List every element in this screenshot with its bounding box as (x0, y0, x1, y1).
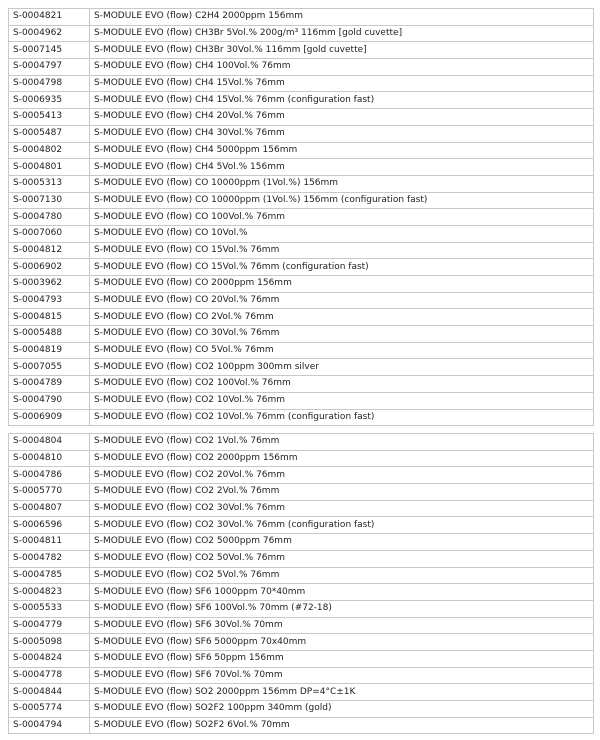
table-row (9, 326, 594, 343)
article-number-cell: S-0004811 (9, 534, 90, 551)
description-cell: S-MODULE EVO (flow) CO2 1Vol.% 76mm (90, 434, 594, 451)
table-row (9, 650, 594, 667)
article-number-cell: S-0004821 (9, 9, 90, 26)
table-row (9, 517, 594, 534)
article-number-cell: S-0004786 (9, 467, 90, 484)
description-cell: S-MODULE EVO (flow) CO2 30Vol.% 76mm (configuration fast) (90, 517, 594, 534)
product-table-body (9, 9, 594, 426)
table-row (9, 359, 594, 376)
table-row (9, 125, 594, 142)
article-number-cell: S-0004844 (9, 684, 90, 701)
article-number-cell: S-0006902 (9, 259, 90, 276)
article-number-cell: S-0004804 (9, 434, 90, 451)
product-table-1 (8, 8, 594, 426)
article-number-cell: S-0006596 (9, 517, 90, 534)
description-cell: S-MODULE EVO (flow) C2H4 2000ppm 156mm (90, 9, 594, 26)
table-row (9, 9, 594, 26)
article-number-cell: S-0005313 (9, 175, 90, 192)
article-number-cell: S-0004797 (9, 59, 90, 76)
table-row (9, 600, 594, 617)
description-cell: S-MODULE EVO (flow) CO 30Vol.% 76mm (90, 326, 594, 343)
article-number-cell: S-0004823 (9, 584, 90, 601)
table-row (9, 376, 594, 393)
description-cell: S-MODULE EVO (flow) CH4 100Vol.% 76mm (90, 59, 594, 76)
table-row (9, 684, 594, 701)
product-table-2 (8, 433, 594, 734)
description-cell: S-MODULE EVO (flow) SF6 100Vol.% 70mm (#72-18) (90, 600, 594, 617)
article-number-cell: S-0004790 (9, 392, 90, 409)
article-number-cell: S-0004812 (9, 242, 90, 259)
description-cell: S-MODULE EVO (flow) CO 20Vol.% 76mm (90, 292, 594, 309)
article-number-cell: S-0004789 (9, 376, 90, 393)
description-cell: S-MODULE EVO (flow) CO2 10Vol.% 76mm (configuration fast) (90, 409, 594, 426)
article-number-cell: S-0004807 (9, 500, 90, 517)
article-number-cell: S-0004785 (9, 567, 90, 584)
table-row (9, 450, 594, 467)
description-cell: S-MODULE EVO (flow) CO2 20Vol.% 76mm (90, 467, 594, 484)
table-row (9, 567, 594, 584)
article-number-cell: S-0005488 (9, 326, 90, 343)
article-number-cell: S-0004801 (9, 159, 90, 176)
article-number-cell: S-0007055 (9, 359, 90, 376)
article-number-cell: S-0004782 (9, 550, 90, 567)
article-number-cell: S-0005098 (9, 634, 90, 651)
description-cell: S-MODULE EVO (flow) CO2 10Vol.% 76mm (90, 392, 594, 409)
description-cell: S-MODULE EVO (flow) SF6 30Vol.% 70mm (90, 617, 594, 634)
article-number-cell: S-0005774 (9, 701, 90, 718)
table-row (9, 175, 594, 192)
description-cell: S-MODULE EVO (flow) CO2 2Vol.% 76mm (90, 484, 594, 501)
table-row (9, 192, 594, 209)
description-cell: S-MODULE EVO (flow) CO 10Vol.% (90, 225, 594, 242)
description-cell: S-MODULE EVO (flow) CO2 30Vol.% 76mm (90, 500, 594, 517)
table-row (9, 42, 594, 59)
table-row (9, 209, 594, 226)
article-number-cell: S-0004794 (9, 717, 90, 734)
description-cell: S-MODULE EVO (flow) CH4 5Vol.% 156mm (90, 159, 594, 176)
table-row (9, 717, 594, 734)
table-row (9, 109, 594, 126)
product-table-body (9, 434, 594, 734)
article-number-cell: S-0004810 (9, 450, 90, 467)
description-cell: S-MODULE EVO (flow) CH4 30Vol.% 76mm (90, 125, 594, 142)
article-number-cell: S-0006935 (9, 92, 90, 109)
article-number-cell: S-0004793 (9, 292, 90, 309)
description-cell: S-MODULE EVO (flow) CO 100Vol.% 76mm (90, 209, 594, 226)
description-cell: S-MODULE EVO (flow) SF6 1000ppm 70*40mm (90, 584, 594, 601)
article-number-cell: S-0004962 (9, 25, 90, 42)
article-number-cell: S-0004798 (9, 75, 90, 92)
description-cell: S-MODULE EVO (flow) CO 10000ppm (1Vol.%) 156mm (configuration fast) (90, 192, 594, 209)
table-row (9, 259, 594, 276)
description-cell: S-MODULE EVO (flow) CH4 15Vol.% 76mm (configuration fast) (90, 92, 594, 109)
table-row (9, 634, 594, 651)
description-cell: S-MODULE EVO (flow) SO2F2 6Vol.% 70mm (90, 717, 594, 734)
description-cell: S-MODULE EVO (flow) CO2 5000ppm 76mm (90, 534, 594, 551)
table-row (9, 534, 594, 551)
description-cell: S-MODULE EVO (flow) CO2 100Vol.% 76mm (90, 376, 594, 393)
description-cell: S-MODULE EVO (flow) SF6 50ppm 156mm (90, 650, 594, 667)
table-row (9, 467, 594, 484)
description-cell: S-MODULE EVO (flow) CO2 2000ppm 156mm (90, 450, 594, 467)
description-cell: S-MODULE EVO (flow) CH3Br 5Vol.% 200g/m³ 116mm [gold cuvette] (90, 25, 594, 42)
description-cell: S-MODULE EVO (flow) CO 2Vol.% 76mm (90, 309, 594, 326)
description-cell: S-MODULE EVO (flow) SF6 70Vol.% 70mm (90, 667, 594, 684)
article-number-cell: S-0004802 (9, 142, 90, 159)
table-row (9, 276, 594, 293)
article-number-cell: S-0004819 (9, 342, 90, 359)
description-cell: S-MODULE EVO (flow) CO2 100ppm 300mm silver (90, 359, 594, 376)
table-row (9, 667, 594, 684)
table-row (9, 142, 594, 159)
article-number-cell: S-0005770 (9, 484, 90, 501)
table-row (9, 75, 594, 92)
description-cell: S-MODULE EVO (flow) CO 5Vol.% 76mm (90, 342, 594, 359)
table-row (9, 550, 594, 567)
description-cell: S-MODULE EVO (flow) CH3Br 30Vol.% 116mm [gold cuvette] (90, 42, 594, 59)
table-row (9, 59, 594, 76)
table-row (9, 392, 594, 409)
article-number-cell: S-0003962 (9, 276, 90, 293)
description-cell: S-MODULE EVO (flow) CO 15Vol.% 76mm (configuration fast) (90, 259, 594, 276)
article-number-cell: S-0004779 (9, 617, 90, 634)
table-row (9, 409, 594, 426)
table-row (9, 92, 594, 109)
article-number-cell: S-0004815 (9, 309, 90, 326)
table-row (9, 159, 594, 176)
description-cell: S-MODULE EVO (flow) CO 2000ppm 156mm (90, 276, 594, 293)
table-row (9, 434, 594, 451)
description-cell: S-MODULE EVO (flow) CO 15Vol.% 76mm (90, 242, 594, 259)
description-cell: S-MODULE EVO (flow) CH4 15Vol.% 76mm (90, 75, 594, 92)
article-number-cell: S-0007130 (9, 192, 90, 209)
description-cell: S-MODULE EVO (flow) CO2 50Vol.% 76mm (90, 550, 594, 567)
description-cell: S-MODULE EVO (flow) CO 10000ppm (1Vol.%) 156mm (90, 175, 594, 192)
table-row (9, 225, 594, 242)
table-row (9, 500, 594, 517)
article-number-cell: S-0007145 (9, 42, 90, 59)
description-cell: S-MODULE EVO (flow) SF6 5000ppm 70x40mm (90, 634, 594, 651)
article-number-cell: S-0005413 (9, 109, 90, 126)
table-row (9, 292, 594, 309)
table-row (9, 584, 594, 601)
article-number-cell: S-0004778 (9, 667, 90, 684)
table-row (9, 25, 594, 42)
table-row (9, 242, 594, 259)
article-number-cell: S-0006909 (9, 409, 90, 426)
table-row (9, 309, 594, 326)
description-cell: S-MODULE EVO (flow) CO2 5Vol.% 76mm (90, 567, 594, 584)
article-number-cell: S-0005533 (9, 600, 90, 617)
article-number-cell: S-0004824 (9, 650, 90, 667)
table-row (9, 617, 594, 634)
description-cell: S-MODULE EVO (flow) CH4 5000ppm 156mm (90, 142, 594, 159)
description-cell: S-MODULE EVO (flow) SO2F2 100ppm 340mm (gold) (90, 701, 594, 718)
table-row (9, 484, 594, 501)
article-number-cell: S-0005487 (9, 125, 90, 142)
article-number-cell: S-0004780 (9, 209, 90, 226)
article-number-cell: S-0007060 (9, 225, 90, 242)
description-cell: S-MODULE EVO (flow) SO2 2000ppm 156mm DP=4°C±1K (90, 684, 594, 701)
table-row (9, 342, 594, 359)
description-cell: S-MODULE EVO (flow) CH4 20Vol.% 76mm (90, 109, 594, 126)
table-row (9, 701, 594, 718)
